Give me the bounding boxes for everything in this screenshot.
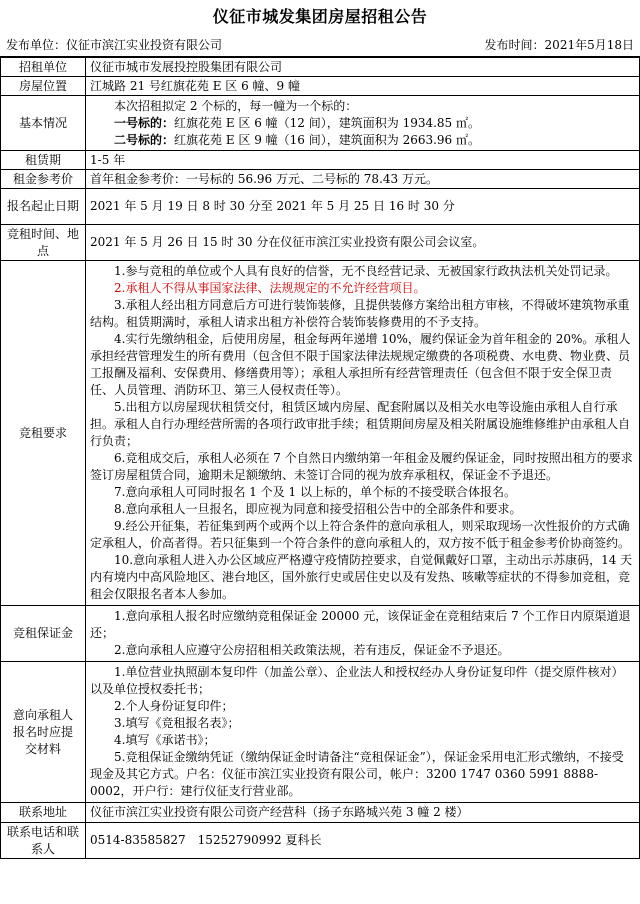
material-item: 4.填写《承诺书》； xyxy=(114,733,216,747)
row-basic xyxy=(1,96,640,151)
lot-2-text: 红旗花苑 E 区 9 幢（16 间），建筑面积为 2663.96 ㎡。 xyxy=(174,132,481,147)
row-value: 仪征市城市发展投控股集团有限公司 xyxy=(86,58,640,77)
publisher-name: 仪征市滨江实业投资有限公司 xyxy=(66,38,223,52)
material-item: 3.填写《竞租报名表》； xyxy=(114,716,240,730)
row-value xyxy=(86,261,640,606)
row-label: 竞租要求 xyxy=(1,261,86,606)
requirement-item: 5.出租方以房屋现状租赁交付，租赁区域内房屋、配套附属以及相关水电等设施由承租人自行承担。承租人自行办理经营所需的各项行政审批手续；租赁期间房屋及相关附属设施维修维护由承租人自行负责； xyxy=(90,400,631,448)
basic-intro: 本次招租拟定 2 个标的，每一幢为一个标的： xyxy=(114,98,358,113)
row-value: 仪征市滨江实业投资有限公司资产经营科（扬子东路城兴苑 3 幢 2 楼） xyxy=(86,803,640,823)
lot-1-text: 红旗花苑 E 区 6 幢（12 间），建筑面积为 1934.85 ㎡。 xyxy=(174,115,481,130)
row-value: 2021 年 5 月 26 日 15 时 30 分在仪征市滨江实业投资有限公司会议室。 xyxy=(86,225,640,261)
row-label: 租赁期 xyxy=(1,151,86,170)
requirement-item: 9.经公开征集，若征集到两个或两个以上符合条件的意向承租人，则采取现场一次性报价的方式确定承租人，价高者得。若只征集到一个符合条件的意向承租人的，双方按不低于租金参考价协商签约。 xyxy=(90,519,631,550)
row-contact xyxy=(1,823,640,859)
row-unit xyxy=(1,58,640,77)
lot-2 xyxy=(90,132,635,149)
row-location xyxy=(1,77,640,96)
row-label: 意向承租人报名时应提交材料 xyxy=(1,662,86,803)
row-label: 房屋位置 xyxy=(1,77,86,96)
row-period xyxy=(1,151,640,170)
row-value xyxy=(86,96,640,151)
requirement-item: 3.承租人经出租方同意后方可进行装饰装修，且提供装修方案给出租方审核，不得破坏建筑物承重结构。租赁期满时，承租人请求出租方补偿符合装饰装修费用的不予支持。 xyxy=(90,298,630,329)
publisher-info xyxy=(6,34,222,56)
notice-table xyxy=(0,57,640,859)
requirement-item: 6.竞租成交后，承租人必须在 7 个自然日内缴纳第一年租金及履约保证金，同时按照出租方的要求签订房屋租赁合同，逾期未足额缴纳、未签订合同的视为放弃承租权，保证金不予退还。 xyxy=(90,451,633,482)
row-value: 0514-83585827 15252790992 夏科长 xyxy=(86,823,640,859)
row-label: 租金参考价 xyxy=(1,170,86,189)
row-label: 联系地址 xyxy=(1,803,86,823)
row-deposit xyxy=(1,606,640,662)
row-label: 竞租保证金 xyxy=(1,606,86,662)
requirement-item: 2.承租人不得从事国家法律、法规规定的不允许经营项目。 xyxy=(114,281,426,295)
row-label: 竞租时间、地点 xyxy=(1,225,86,261)
publish-time-info xyxy=(485,34,634,56)
row-value: 2021 年 5 月 19 日 8 时 30 分至 2021 年 5 月 25 日 16 时 30 分 xyxy=(86,189,640,225)
row-label: 报名起止日期 xyxy=(1,189,86,225)
lot-1 xyxy=(90,115,635,132)
row-signup xyxy=(1,189,640,225)
requirement-item: 8.意向承租人一旦报名，即应视为同意和接受招租公告中的全部条件和要求。 xyxy=(114,502,522,516)
deposit-item: 1.意向承租人报名时应缴纳竞租保证金 20000 元，该保证金在竞租结束后 7 个工作日内原渠道退还； xyxy=(90,609,631,640)
row-value xyxy=(86,606,640,662)
page-title: 仪征市城发集团房屋招租公告 xyxy=(212,7,428,26)
material-item: 5.竞租保证金缴纳凭证（缴纳保证金时请备注“竞租保证金”），保证金采用电汇形式缴纳，不接受现金及其它方式。户名：仪征市滨江实业投资有限公司，帐户：3200 1747 0360 5991 8888-0002，开户行：建行仪征支行营业部。 xyxy=(90,750,624,798)
requirement-item: 4.实行先缴纳租金，后使用房屋，租金每两年递增 10%，履约保证金为首年租金的 20%。承租人承担经营管理发生的所有费用（包含但不限于国家法律法规规定缴费的各项税费、水电费、物业费、员工报酬及福利、安保费用、修缮费用等）；承租人承担所有经营管理责任（包含但不限于安全保卫责任、人员管理、消防环卫、第三人侵权责任等）。 xyxy=(90,332,631,397)
publisher-label: 发布单位： xyxy=(6,38,67,52)
row-label: 联系电话和联系人 xyxy=(1,823,86,859)
row-value: 江城路 21 号红旗花苑 E 区 6 幢、9 幢 xyxy=(86,77,640,96)
requirement-item: 10.意向承租人进入办公区域应严格遵守疫情防控要求，自觉佩戴好口罩，主动出示苏康码，14 天内有境内中高风险地区、港台地区，国外旅行史或居住史以及有发热、咳嗽等症状的不得参加竞租，竞租会仅限报名者本人参加。 xyxy=(90,553,633,601)
row-value: 1-5 年 xyxy=(86,151,640,170)
row-requirements xyxy=(1,261,640,606)
row-label: 基本情况 xyxy=(1,96,86,151)
publish-time-label: 发布时间： xyxy=(484,38,545,52)
material-item: 1.单位营业执照副本复印件（加盖公章）、企业法人和授权经办人身份证复印件（提交原件核对）以及单位授权委托书； xyxy=(90,665,624,696)
row-value xyxy=(86,662,640,803)
requirement-item: 1.参与竞租的单位或个人具有良好的信誉，无不良经营记录、无被国家行政执法机关处罚记录。 xyxy=(114,264,618,278)
row-value: 首年租金参考价：一号标的 56.96 万元、二号标的 78.43 万元。 xyxy=(86,170,640,189)
material-item: 2.个人身份证复印件； xyxy=(114,699,234,713)
publish-meta xyxy=(0,34,640,57)
lot-1-label: 一号标的： xyxy=(114,115,175,130)
lot-2-label: 二号标的： xyxy=(114,132,175,147)
row-rent xyxy=(1,170,640,189)
row-materials xyxy=(1,662,640,803)
row-label: 招租单位 xyxy=(1,58,86,77)
row-address xyxy=(1,803,640,823)
deposit-item: 2.意向承租人应遵守公房招租相关政策法规，若有违反，保证金不予退还。 xyxy=(114,643,510,657)
row-bid-time xyxy=(1,225,640,261)
publish-time: 2021年5月18日 xyxy=(544,38,634,52)
requirement-item: 7.意向承租人可同时报名 1 个及 1 以上标的，单个标的不接受联合体报名。 xyxy=(114,485,516,499)
